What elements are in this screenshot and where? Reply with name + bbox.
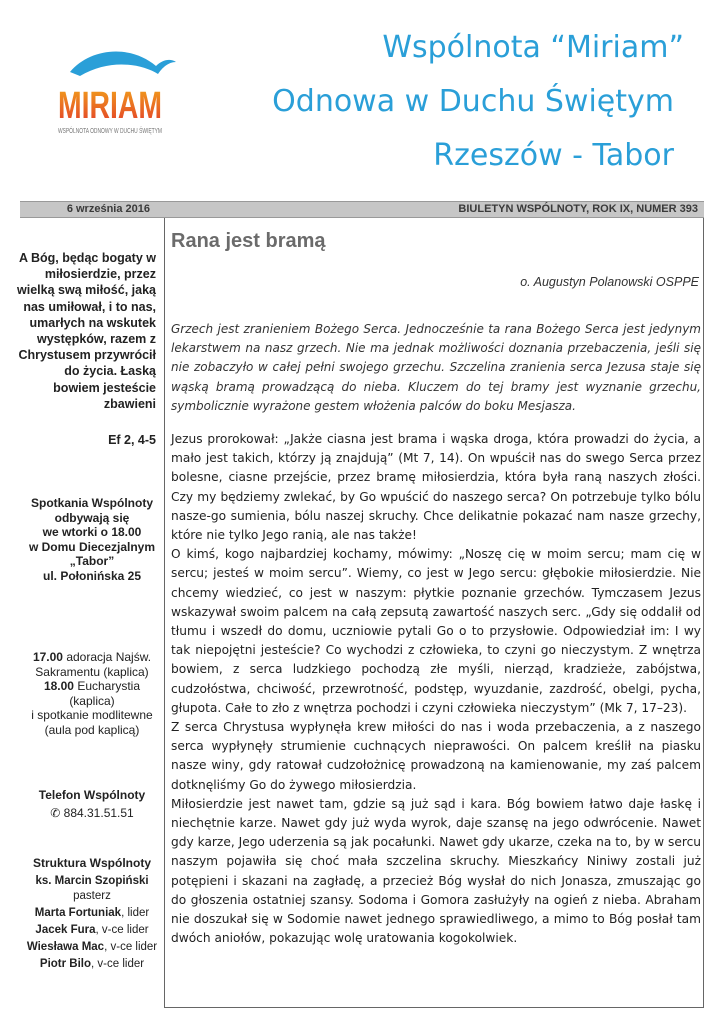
miriam-logo xyxy=(50,40,207,140)
leader-row: Jacek Fura, v-ce lider xyxy=(35,924,149,936)
schedule-line xyxy=(20,679,164,708)
article-paragraph: Jezus prorokował: „Jakże ciasna jest brama i wąska droga, która prowadzi do życia, a mało jest takich, którzy ją znajdują” (Mt 7, 14). On wpuścił nas do swego Serca przez bolesne, ciasne przejście, przez bramę miłosierdzia, która była raną naszych złości. Czy my będziemy zwlekać, by Go wpuścić do naszego serca? On potrzebuje tylko bólu nasze-go sumienia, bólu naszej skruchy. Chce delikatnie pokazać nam nasze grzechy, które nie tylko Jego ranią, ale nas także! xyxy=(171,432,701,543)
phone-title: Telefon Wspólnoty xyxy=(38,788,146,802)
article-paragraph: Miłosierdzie jest nawet tam, gdzie są już sąd i kara. Bóg bowiem łatwo daje łaskę i niechętnie karze. Nawet gdy już wyda wyrok, daje szansę na jego odwrócenie. Nawet gdy karze, Jego uderzenia są jak pocałunki. Nawet gdy ukarze, czeka na to, by w sercu naszym pojawiła się choć mała szczelina skruchy. Mieszkańcy Niniwy zostali już potępieni i skazani na zagładę, a przecież Bóg wysłał do nich Jonasza, zmuszając go do głoszenia ostatniej szansy. Sodoma i Gomora zasłużyły na ogień z nieba. Abraham nie doszukał się w Sodomie nawet jednego sprawiedliwego, a mimo to Bóg posłał tam dwóch aniołów, pokazując wolę uratowania kogokolwiek. xyxy=(171,796,701,946)
header-line-3: Rzeszów - Tabor xyxy=(433,138,674,173)
schedule-line: Sakramentu (kaplica) xyxy=(35,664,149,679)
meetings-line: „Tabor” xyxy=(69,554,115,568)
article-paragraph: O kimś, kogo najbardziej kochamy, mówimy: „Noszę cię w moim sercu; mam cię w sercu; jesteś w moim sercu”. Wiemy, co jest w Jego sercu: głębokie miłosierdzie. Nie chcemy wiedzieć, co jest w naszym: płytkie poznanie grzechów. Tymczasem Jezus wskazywał swoim palcem na całą zepsutą zawartość naszych serc. „Gdy się oddalił od tłumu i wszedł do domu, uczniowie pytali Go o to przysłowie. Odpowiedział im: I wy tak niepojętni jesteście? Co wychodzi z człowieka, to czyni go nieczystym. Z wnętrza bowiem, z serca ludzkiego pochodzą złe myśli, nierząd, kradzieże, zabójstwa, cudzołóstwa, chciwość, przewrotność, podstęp, wyuzdanie, zazdrość, obelgi, pycha, głupota. Całe to zło z wnętrza pochodzi i czyni człowieka nieczystym” (Mk 7, 17–23). xyxy=(171,547,701,715)
scripture-reference: Ef 2, 4-5 xyxy=(108,433,156,447)
schedule-text: adoracja Najśw. xyxy=(66,650,152,664)
issue-bar xyxy=(20,201,704,218)
phone-icon: ✆ xyxy=(50,806,61,820)
logo-subtitle: WSPÓLNOTA ODNOWY W DUCHU ŚWIĘTYM xyxy=(58,128,207,135)
meetings-line: odbywają się xyxy=(54,510,130,525)
meetings-info xyxy=(20,496,164,583)
structure-title: Struktura Wspólnoty xyxy=(32,856,151,870)
article xyxy=(164,218,704,1008)
schedule-time: 18.00 xyxy=(43,679,74,693)
header-line-2: Odnowa w Duchu Świętym xyxy=(272,84,674,119)
community-structure xyxy=(20,856,164,972)
meetings-line: ul. Połonińska 25 xyxy=(42,568,142,583)
article-paragraph: Z serca Chrystusa wypłynęła krew miłości do nas i woda przebaczenia, a z naszego serca wypłynęły strumienie cuchnących nieprawości. On palcem kreślił na piasku nasze winy, gdy ratował cudzołożnicę prowadzoną na kamienowanie, my zaś palcem dotknęliśmy Go do żywego miłosierdzia. xyxy=(171,720,701,792)
scripture-quote: A Bóg, będąc bogaty w miłosierdzie, przez wielką swą miłość, jaką nas umiłował, i to nas, umarłych na wskutek występków, razem z Chrystusem przywrócił do życia. Łaską bowiem jesteście zbawieni xyxy=(17,251,156,411)
logo-wordmark: MIRIAM xyxy=(58,85,162,127)
pastor-name: ks. Marcin Szopiński xyxy=(35,875,149,887)
schedule-text: Eucharystia (kaplica) xyxy=(69,679,141,708)
article-intro: Grzech jest zranieniem Bożego Serca. Jednocześnie ta rana Bożego Serca jest jedynym lekarstwem na nasz grzech. Nie ma jednak możliwości doznania przebaczenia, jeśli się nie zobaczyło w całej pełni swojego grzechu. Szczelina zranienia serca Jezusa staje się wąską bramą prowadzącą do nieba. Kluczem do tej bramy jest wyznanie grzechu, symbolicznie wyrażone gestem włożenia palców do boku Mesjasza. xyxy=(171,322,701,413)
header-line-1: Wspólnota “Miriam” xyxy=(382,30,684,65)
meetings-line: Spotkania Wspólnoty xyxy=(30,496,153,510)
schedule-line xyxy=(20,650,164,665)
leader-row: Wiesława Mac, v-ce lider xyxy=(26,941,158,953)
meetings-line: we wtorki o 18.00 xyxy=(42,525,142,539)
sidebar xyxy=(17,218,164,1008)
leader-row: Piotr Bilo, v-ce lider xyxy=(39,958,145,970)
schedule-time: 17.00 xyxy=(32,650,63,664)
schedule-line: (aula pod kaplicą) xyxy=(44,722,140,737)
article-author: o. Augustyn Polanowski OSPPE xyxy=(520,275,699,289)
bulletin-info: BIULETYN WSPÓLNOTY, ROK IX, NUMER 393 xyxy=(458,203,698,215)
dove-icon xyxy=(70,52,176,76)
phone-number-row xyxy=(20,806,164,820)
schedule xyxy=(20,650,164,737)
article-title: Rana jest bramą xyxy=(171,230,326,252)
schedule-line: i spotkanie modlitewne xyxy=(31,708,153,722)
leader-row: Marta Fortuniak, lider xyxy=(34,907,150,919)
article-body xyxy=(171,430,701,948)
pastor-role: pasterz xyxy=(73,890,111,902)
phone-number: 884.31.51.51 xyxy=(63,806,134,820)
issue-date: 6 września 2016 xyxy=(66,203,150,215)
meetings-line: w Domu Diecezjalnym xyxy=(28,539,156,554)
